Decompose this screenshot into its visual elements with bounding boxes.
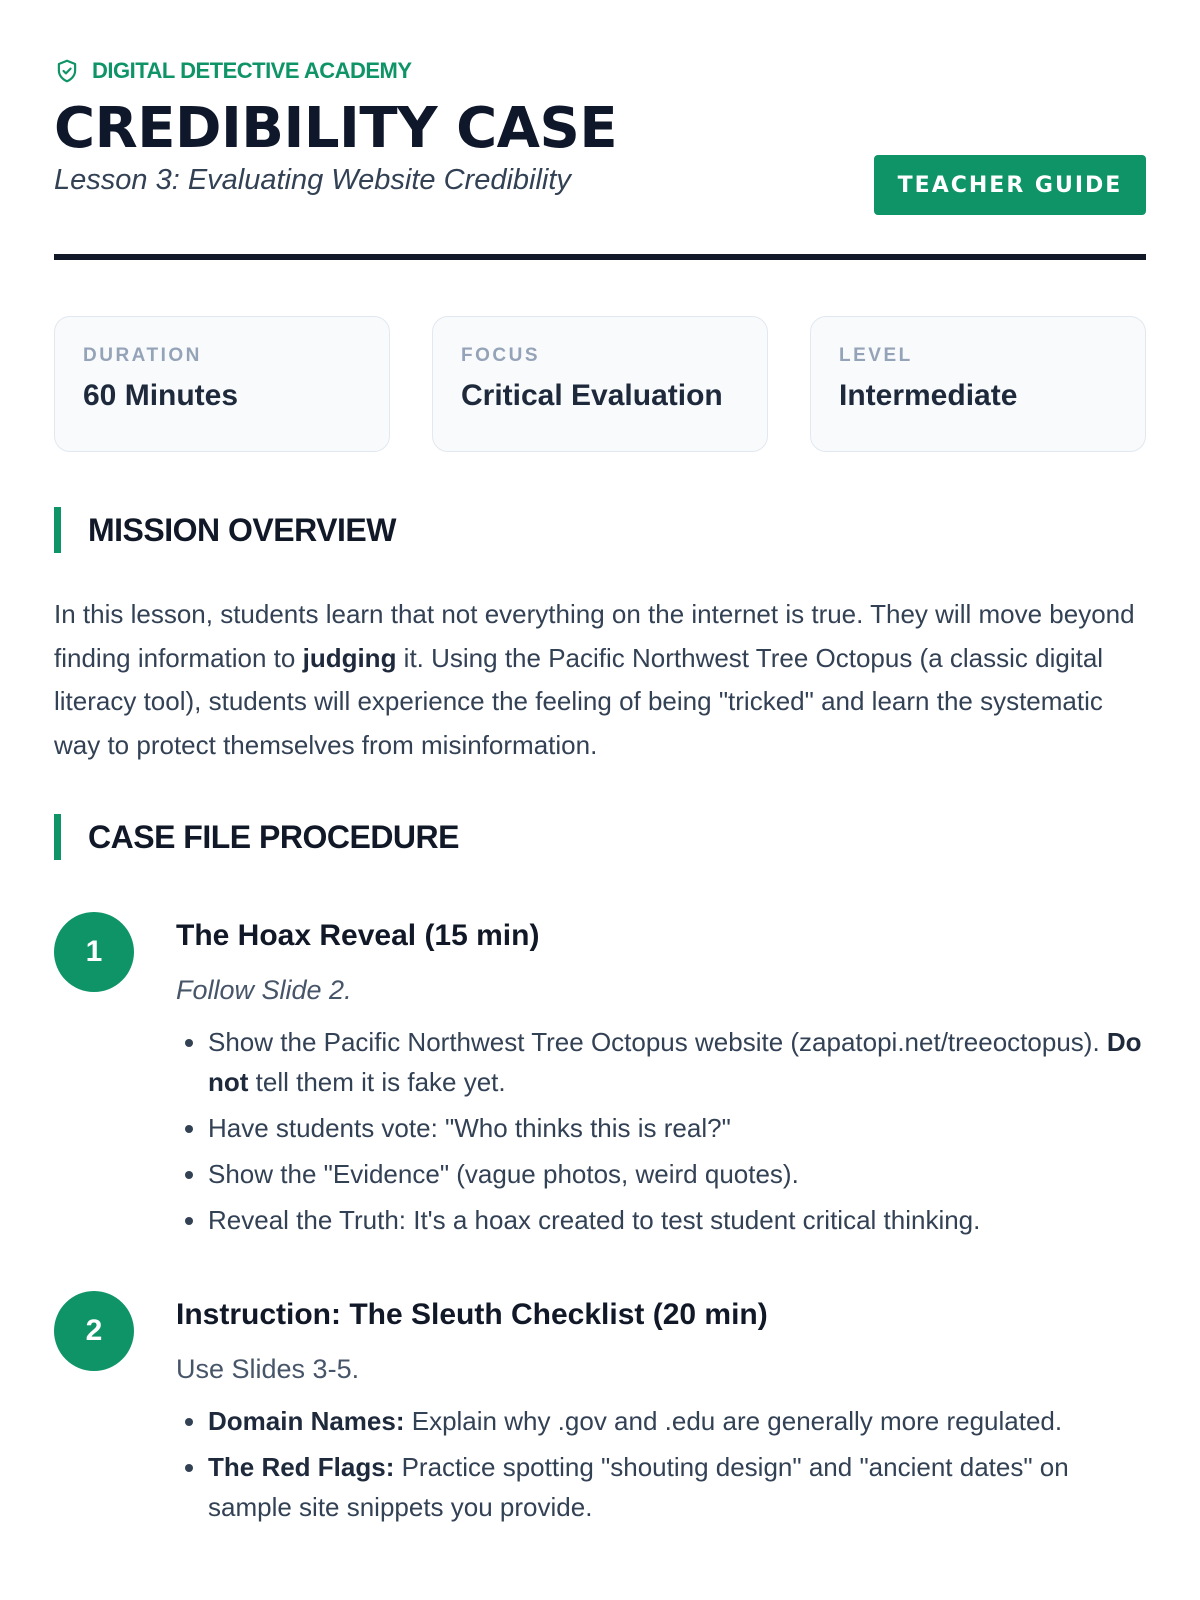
procedure-step: [54, 1291, 1146, 1533]
teacher-guide-button[interactable]: TEACHER GUIDE: [874, 155, 1146, 215]
meta-value: Critical Evaluation: [461, 379, 723, 412]
list-item: [208, 1447, 1146, 1527]
list-item: • Reveal the Truth: It's a hoax created to test student critical thinking.: [208, 1200, 1146, 1240]
header-divider: [54, 254, 1146, 260]
lesson-subtitle: Lesson 3: Evaluating Website Credibility: [54, 164, 571, 196]
overview-text: it. Using the Pacific Northwest Tree Octopus (a classic digital literacy tool), students will experience the feeling of being "tricked" and learn the systematic way to protect themselves from misinformation.: [54, 642, 1104, 760]
shield-check-icon: [54, 58, 80, 84]
bullet-text: Explain why .gov and .edu are generally more regulated.: [404, 1406, 1063, 1436]
step-title: The Hoax Reveal (15 min): [176, 919, 540, 952]
list-item: • Have students vote: "Who thinks this is real?": [208, 1108, 1146, 1148]
step-body: [176, 916, 1146, 1240]
step-bullets: [176, 1401, 1146, 1527]
overview-emphasis: judging: [302, 642, 397, 673]
meta-value: 60 Minutes: [83, 379, 239, 412]
step-note: Use Slides 3-5.: [176, 1354, 360, 1384]
overview-text: In this lesson, students learn that not everything on the internet is true. They will move beyond finding information to: [54, 599, 1135, 673]
meta-label: LEVEL: [839, 345, 913, 366]
step-bullets: [176, 1022, 1146, 1240]
bullet-bold: The Red Flags:: [208, 1452, 395, 1482]
section-heading-procedure: CASE FILE PROCEDURE: [54, 814, 459, 860]
step-number: 1: [54, 912, 134, 992]
meta-value: Intermediate: [839, 379, 1018, 412]
list-item: [208, 1022, 1146, 1102]
meta-label: FOCUS: [461, 345, 540, 366]
procedure-step: [54, 912, 1146, 1246]
academy-badge: [54, 56, 1146, 86]
overview-paragraph: [54, 593, 1146, 767]
step-number: 2: [54, 1291, 134, 1371]
meta-label: DURATION: [83, 345, 202, 366]
bullet-text: Show the Pacific Northwest Tree Octopus website (zapatopi.net/treeoctopus).: [208, 1027, 1107, 1057]
bullet-text: tell them it is fake yet.: [248, 1067, 506, 1097]
meta-card-level: [810, 316, 1146, 452]
step-note: Follow Slide 2.: [176, 975, 352, 1005]
section-heading-overview: MISSION OVERVIEW: [54, 507, 396, 553]
page-title: CREDIBILITY CASE: [54, 96, 618, 161]
lesson-meta: [54, 316, 1146, 452]
meta-card-focus: [432, 316, 768, 452]
bullet-bold: Do not: [208, 1027, 1142, 1097]
bullet-text: Practice spotting "shouting design" and "ancient dates" on sample site snippets you provide.: [208, 1452, 1069, 1522]
step-body: [176, 1295, 1146, 1527]
list-item: [208, 1401, 1146, 1441]
meta-card-duration: [54, 316, 390, 452]
list-item: • Show the "Evidence" (vague photos, weird quotes).: [208, 1154, 1146, 1194]
header: [54, 0, 1146, 206]
academy-name: DIGITAL DETECTIVE ACADEMY: [92, 58, 412, 83]
step-title: Instruction: The Sleuth Checklist (20 min): [176, 1298, 768, 1331]
bullet-bold: Domain Names:: [208, 1406, 405, 1436]
